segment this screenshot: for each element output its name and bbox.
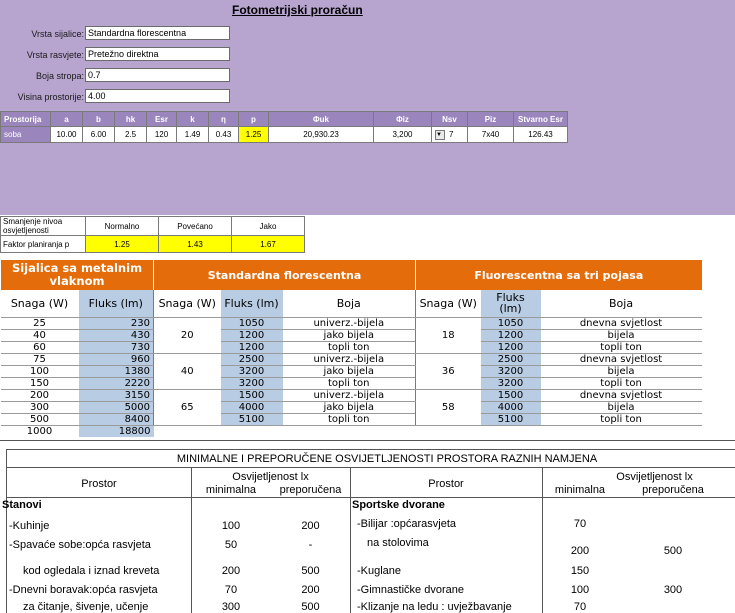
tri-color-cell: topli ton bbox=[541, 377, 702, 389]
calculation-panel bbox=[0, 0, 735, 215]
std-flux-cell: 1200 bbox=[221, 341, 283, 353]
lamp-type-label: Vrsta sijalice: bbox=[31, 29, 84, 39]
metal-flux-cell: 730 bbox=[79, 341, 154, 353]
planning-level-normal: Normalno bbox=[86, 217, 159, 236]
calc-header-actual-esr: Stvarno Esr bbox=[514, 112, 568, 127]
metal-flux-cell: 1380 bbox=[79, 365, 154, 377]
metal-power-cell: 300 bbox=[1, 401, 79, 413]
tri-color-cell: topli ton bbox=[541, 341, 702, 353]
illumination-title: MINIMALNE I PREPORUČENE OSVIJETLJENOSTI PROSTORA RAZNIH NAMJENA bbox=[7, 450, 735, 468]
metal-flux-cell: 230 bbox=[79, 317, 154, 329]
left-space-cell: -Dnevni boravak:opća rasvjeta bbox=[9, 584, 158, 596]
right-min-cell: 200 bbox=[570, 545, 590, 557]
std-power-cell: 65 bbox=[154, 389, 221, 425]
tri-color-cell: dnevna svjetlost bbox=[541, 317, 702, 329]
tri-flux-cell: 3200 bbox=[481, 365, 541, 377]
metal-power-cell: 75 bbox=[1, 353, 79, 365]
right-space-cell: -Bilijar :općarasvjeta bbox=[357, 518, 457, 530]
calc-header-b: b bbox=[83, 112, 115, 127]
calc-b-value[interactable]: 6.00 bbox=[83, 127, 115, 143]
lamp-row bbox=[1, 329, 702, 341]
std-flux-cell: 1050 bbox=[221, 317, 283, 329]
planning-factor-high: 1.67 bbox=[232, 236, 305, 253]
metal-power-cell: 150 bbox=[1, 377, 79, 389]
calc-header-hk: hk bbox=[115, 112, 147, 127]
calc-header-k: k bbox=[177, 112, 209, 127]
calc-header-row bbox=[1, 112, 568, 127]
std-flux-cell: 5100 bbox=[221, 413, 283, 425]
std-flux-cell: 2500 bbox=[221, 353, 283, 365]
left-min-cell: 100 bbox=[221, 520, 241, 532]
tri-flux-cell: 1050 bbox=[481, 317, 541, 329]
header-space-left: Prostor bbox=[81, 478, 117, 490]
planning-factor-label: Faktor planiranja p bbox=[1, 236, 86, 253]
lamp-row bbox=[1, 377, 702, 389]
tri-power-cell: 18 bbox=[416, 317, 481, 353]
std-flux-cell: 1500 bbox=[221, 389, 283, 401]
ceiling-color-label: Boja stropa: bbox=[35, 71, 84, 81]
planning-factor-row bbox=[1, 236, 305, 253]
tri-color-cell: dnevna svjetlost bbox=[541, 353, 702, 365]
metal-flux-cell: 8400 bbox=[79, 413, 154, 425]
std-flux-cell: 4000 bbox=[221, 401, 283, 413]
metal-flux-cell: 2220 bbox=[79, 377, 154, 389]
left-rec-cell: 500 bbox=[301, 565, 320, 577]
right-min-cell: 70 bbox=[573, 518, 587, 530]
calc-eta-value: 0.43 bbox=[209, 127, 239, 143]
metal-flux-cell: 960 bbox=[79, 353, 154, 365]
std-power-cell: 40 bbox=[154, 353, 221, 389]
lamp-row bbox=[1, 425, 702, 437]
dropdown-arrow-icon[interactable]: ▼ bbox=[435, 130, 445, 140]
lamp-group-header-row bbox=[1, 260, 702, 290]
tri-color-cell: bijela bbox=[541, 329, 702, 341]
right-space-cell: -Kuglane bbox=[357, 565, 402, 577]
illumination-frame bbox=[2, 449, 735, 613]
calc-header-a: a bbox=[51, 112, 83, 127]
left-rec-cell: 200 bbox=[301, 584, 320, 596]
subheader-tri-flux: Fluks (lm) bbox=[481, 290, 541, 317]
illumination-table bbox=[0, 440, 735, 613]
metal-power-cell: 25 bbox=[1, 317, 79, 329]
calc-esr-value[interactable]: 120 bbox=[147, 127, 177, 143]
tri-color-cell: bijela bbox=[541, 365, 702, 377]
tri-flux-cell: 3200 bbox=[481, 377, 541, 389]
ceiling-color-field[interactable]: 0.7 bbox=[85, 68, 230, 82]
left-space-cell: -Spavaće sobe:opća rasvjeta bbox=[9, 539, 151, 551]
group-apartments: Stanovi bbox=[2, 499, 42, 511]
planning-factor-increased: 1.43 bbox=[159, 236, 232, 253]
header-rec-left: preporučena bbox=[279, 484, 342, 496]
calculation-table bbox=[0, 111, 568, 143]
std-flux-cell: 3200 bbox=[221, 377, 283, 389]
subheader-std-power: Snaga (W) bbox=[154, 290, 221, 317]
left-min-cell: 50 bbox=[224, 539, 238, 551]
right-min-cell: 150 bbox=[570, 565, 590, 577]
calc-header-nsv: Nsv bbox=[432, 112, 468, 127]
std-color-cell: jako bijela bbox=[283, 365, 416, 377]
std-color-cell: jako bijela bbox=[283, 329, 416, 341]
metal-flux-cell: 3150 bbox=[79, 389, 154, 401]
subheader-metal-flux: Fluks (lm) bbox=[79, 290, 154, 317]
metal-flux-cell: 430 bbox=[79, 329, 154, 341]
left-rec-cell: 500 bbox=[301, 601, 320, 613]
empty-cell bbox=[154, 425, 702, 437]
calc-header-piz: Piz bbox=[468, 112, 514, 127]
left-min-cell: 200 bbox=[221, 565, 241, 577]
right-min-cell: 100 bbox=[570, 584, 590, 596]
subheader-std-color: Boja bbox=[283, 290, 416, 317]
metal-power-cell: 200 bbox=[1, 389, 79, 401]
group-tri-band-fluorescent: Fluorescentna sa tri pojasa bbox=[416, 260, 702, 290]
metal-power-cell: 1000 bbox=[26, 425, 53, 437]
std-color-cell: jako bijela bbox=[283, 401, 416, 413]
tri-color-cell: dnevna svjetlost bbox=[541, 389, 702, 401]
std-color-cell: topli ton bbox=[283, 341, 416, 353]
calc-nsv-cell bbox=[432, 127, 468, 143]
subheader-std-flux: Fluks (lm) bbox=[221, 290, 283, 317]
lighting-type-field[interactable]: Pretežno direktna bbox=[85, 47, 230, 61]
left-space-cell: za čitanje, šivenje, učenje bbox=[23, 601, 149, 613]
header-min-right: minimalna bbox=[554, 484, 606, 496]
lamp-row bbox=[1, 365, 702, 377]
lamp-subheader-row bbox=[1, 290, 702, 317]
calc-header-p: p bbox=[239, 112, 269, 127]
page-title: Fotometrijski proračun bbox=[232, 3, 363, 17]
metal-power-cell: 500 bbox=[1, 413, 79, 425]
right-min-cell: 70 bbox=[573, 601, 587, 613]
metal-flux-cell: 18800 bbox=[79, 425, 154, 437]
calc-p-value: 1.25 bbox=[239, 127, 269, 143]
std-color-cell: topli ton bbox=[283, 377, 416, 389]
right-space-cell: -Gimnastičke dvorane bbox=[357, 584, 464, 596]
room-height-label: Visina prostorije: bbox=[17, 92, 84, 102]
lamp-row bbox=[1, 413, 702, 425]
metal-power-cell: 100 bbox=[1, 365, 79, 377]
header-lux-left: Osvijetljenost lx bbox=[232, 471, 309, 483]
tri-color-cell: topli ton bbox=[541, 413, 702, 425]
planning-level-high: Jako bbox=[232, 217, 305, 236]
tri-flux-cell: 1500 bbox=[481, 389, 541, 401]
subheader-tri-power: Snaga (W) bbox=[416, 290, 481, 317]
left-rec-cell: 200 bbox=[301, 520, 320, 532]
left-min-cell: 70 bbox=[224, 584, 238, 596]
subheader-tri-color: Boja bbox=[541, 290, 702, 317]
header-min-left: minimalna bbox=[205, 484, 257, 496]
calc-header-phi-iz: Φiz bbox=[374, 112, 432, 127]
tri-flux-cell: 1200 bbox=[481, 329, 541, 341]
planning-factor-table bbox=[0, 216, 305, 253]
planning-factor-normal: 1.25 bbox=[86, 236, 159, 253]
tri-flux-cell: 4000 bbox=[481, 401, 541, 413]
tri-color-cell: bijela bbox=[541, 401, 702, 413]
subheader-metal-power: Snaga (W) bbox=[1, 290, 79, 317]
tri-flux-cell: 2500 bbox=[481, 353, 541, 365]
calc-header-room: Prostorija bbox=[1, 112, 51, 127]
calc-piz-value: 7x40 bbox=[468, 127, 514, 143]
tri-power-cell: 36 bbox=[416, 353, 481, 389]
calc-actual-esr-value: 126.43 bbox=[514, 127, 568, 143]
group-standard-fluorescent: Standardna florescentna bbox=[154, 260, 416, 290]
planning-level-increased: Povećano bbox=[159, 217, 232, 236]
lamp-flux-table bbox=[0, 260, 702, 437]
calc-k-value: 1.49 bbox=[177, 127, 209, 143]
left-rec-cell: - bbox=[308, 539, 313, 551]
left-min-cell: 300 bbox=[221, 601, 241, 613]
tri-flux-cell: 1200 bbox=[481, 341, 541, 353]
calc-phi-iz-value[interactable]: 3,200 bbox=[374, 127, 432, 143]
right-space-cell: -Klizanje na ledu : uvježbavanje bbox=[357, 601, 512, 613]
calc-phi-uk-value: 20,930.23 bbox=[269, 127, 374, 143]
lamp-type-field[interactable]: Standardna florescentna bbox=[85, 26, 230, 40]
left-space-cell: -Kuhinje bbox=[9, 520, 50, 532]
calc-value-row bbox=[1, 127, 568, 143]
right-rec-cell: 300 bbox=[663, 584, 683, 596]
tri-flux-cell: 5100 bbox=[481, 413, 541, 425]
lamp-row bbox=[1, 401, 702, 413]
header-divider bbox=[7, 497, 735, 498]
metal-power-cell: 40 bbox=[1, 329, 79, 341]
std-power-cell: 20 bbox=[154, 317, 221, 353]
group-metal-filament: Sijalica sa metalnim vlaknom bbox=[1, 260, 154, 290]
group-sports-halls: Sportske dvorane bbox=[352, 499, 445, 511]
lamp-row bbox=[1, 317, 702, 329]
calc-room-name[interactable]: soba bbox=[1, 127, 51, 143]
header-rec-right: preporučena bbox=[642, 484, 704, 496]
right-rec-cell: 500 bbox=[663, 545, 683, 557]
metal-flux-cell: 5000 bbox=[79, 401, 154, 413]
planning-level-label: Smanjenje nivoa osvjetljenosti bbox=[1, 217, 86, 236]
std-flux-cell: 3200 bbox=[221, 365, 283, 377]
calc-a-value[interactable]: 10.00 bbox=[51, 127, 83, 143]
header-space-right: Prostor bbox=[428, 478, 464, 490]
room-height-field[interactable]: 4.00 bbox=[85, 89, 230, 103]
std-color-cell: univerz.-bijela bbox=[283, 353, 416, 365]
calc-hk-value[interactable]: 2.5 bbox=[115, 127, 147, 143]
lamp-row bbox=[1, 341, 702, 353]
lighting-type-label: Vrsta rasvjete: bbox=[26, 50, 84, 60]
calc-header-phi-uk: Φuk bbox=[269, 112, 374, 127]
std-color-cell: topli ton bbox=[283, 413, 416, 425]
header-lux-right: Osvijetljenost lx bbox=[616, 471, 693, 483]
tri-power-cell: 58 bbox=[416, 389, 481, 425]
right-space-cell: na stolovima bbox=[367, 537, 429, 549]
calc-header-eta: η bbox=[209, 112, 239, 127]
std-color-cell: univerz.-bijela bbox=[283, 317, 416, 329]
planning-level-row bbox=[1, 217, 305, 236]
calc-header-esr: Esr bbox=[147, 112, 177, 127]
metal-power-cell: 60 bbox=[1, 341, 79, 353]
calc-nsv-value: 7 bbox=[449, 129, 454, 139]
lamp-row bbox=[1, 353, 702, 365]
lamp-row bbox=[1, 389, 702, 401]
std-flux-cell: 1200 bbox=[221, 329, 283, 341]
left-space-cell: kod ogledala i iznad kreveta bbox=[23, 565, 160, 577]
std-color-cell: univerz.-bijela bbox=[283, 389, 416, 401]
